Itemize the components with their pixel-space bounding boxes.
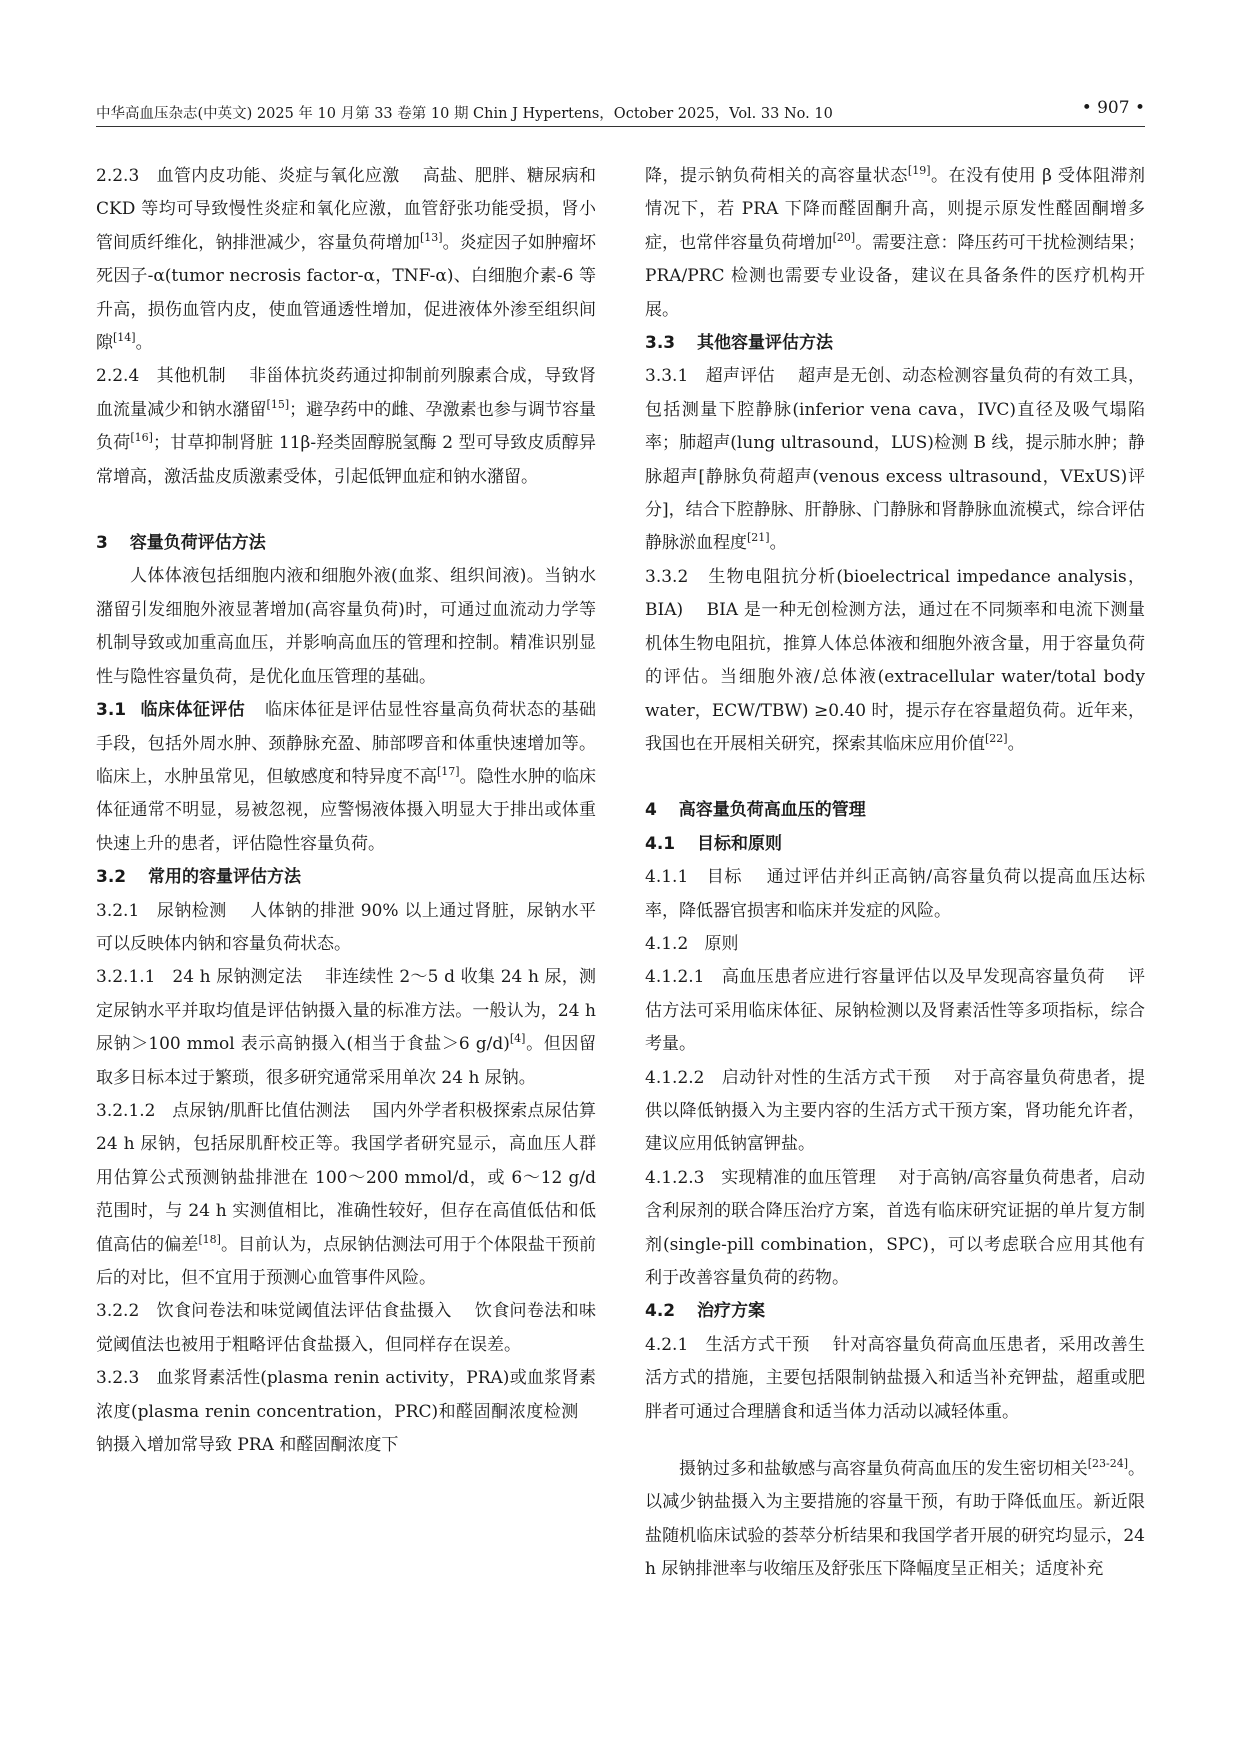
citation: [19] [907, 164, 931, 177]
citation: [21] [747, 531, 770, 545]
section-4-2-heading [645, 1295, 1145, 1328]
section-2-2-3 [96, 160, 596, 360]
section-number: 4 [645, 800, 657, 821]
running-header [96, 96, 1145, 127]
body-text: 饮食问卷法和味觉阈值法也被用于粗略评估食盐摄入，但同样存在误差。 [96, 1301, 597, 1355]
section-title: 其他容量评估方法 [697, 333, 834, 354]
citation: [16] [130, 431, 153, 445]
section-title: 原则 [704, 933, 739, 954]
section-4-2-1 [645, 1329, 1145, 1429]
section-4-1-heading [645, 828, 1145, 861]
citation: [23-24] [1087, 1457, 1128, 1471]
section-number: 3 [96, 533, 108, 554]
section-title: 容量负荷评估方法 [129, 533, 266, 554]
body-text: 高盐、肥胖、糖尿病和 CKD 等均可导致慢性炎症和氧化应激，血管舒张功能受损，肾小管间质纤维化，钠排泄减少，容量负荷增加 [96, 166, 597, 253]
body-text: 对于高容量负荷患者，提供以降低钠摄入为主要内容的生活方式干预方案，肾功能允许者，建议应用低钠富钾盐。 [645, 1067, 1146, 1155]
section-2-2-4 [96, 360, 596, 494]
section-title: 其他机制 [156, 366, 227, 387]
section-title: 目标 [706, 867, 743, 888]
body-text: 评估方法可采用临床体征、尿钠检测以及肾素活性等多项指标，综合考量。 [645, 967, 1145, 1055]
section-number: 4.1.2.1 [645, 967, 705, 988]
section-number: 3.3 [645, 333, 676, 354]
section-title: 24 h 尿钠测定法 [172, 967, 303, 988]
section-3-3-1 [645, 360, 1145, 560]
section-number: 4.2 [645, 1301, 676, 1322]
section-title: 尿钠检测 [156, 900, 227, 921]
right-column [645, 160, 1145, 1587]
body-text: 。但因留取多日标本过于繁琐，很多研究通常采用单次 24 h 尿钠。 [96, 1034, 596, 1088]
section-number: 3.2.1 [96, 900, 140, 921]
section-title: 超声评估 [705, 366, 776, 387]
section-3-2-1 [96, 895, 596, 962]
body-text: 针对高容量负荷高血压患者，采用改善生活方式的措施，主要包括限制钠盐摄入和适当补充钾盐，超重或肥胖者可通过合理膳食和适当体力活动以减轻体重。 [645, 1334, 1146, 1422]
citation: [22] [985, 731, 1008, 745]
section-number: 3.3.1 [645, 366, 689, 387]
citation: [4] [509, 1032, 526, 1046]
page-number: • 907 • [1081, 98, 1145, 118]
section-title: 点尿钠/肌酐比值估测法 [172, 1100, 351, 1121]
body-text: 临床体征是评估显性容量高负荷状态的基础手段，包括外周水肿、颈静脉充盈、肺部啰音和体重快速增加等。临床上，水肿虽常见，但敏感度和特异度不高 [96, 700, 597, 787]
section-3-2-1-1 [96, 961, 596, 1095]
section-title: 启动针对性的生活方式干预 [721, 1067, 931, 1088]
section-title: 生活方式干预 [705, 1334, 810, 1355]
body-text: 。以减少钠盐摄入为主要措施的容量干预，有助于降低血压。新近限盐随机临床试验的荟萃分析结果和我国学者开展的研究均显示，24 h 尿钠排泄率与收缩压及舒张压下降幅度呈正相关；适度补充 [645, 1459, 1146, 1580]
section-title: 高容量负荷高血压的管理 [678, 800, 866, 821]
section-3-2-1-2 [96, 1095, 596, 1295]
body-text: 非甾体抗炎药通过抑制前列腺素合成，导致肾血流量减少和钠水潴留 [96, 366, 597, 420]
body-text: 超声是无创、动态检测容量负荷的有效工具，包括测量下腔静脉(inferior vena cava，IVC)直径及吸气塌陷率；肺超声(lung ultrasound，LUS)检测 B 线，提示肺水肿；静脉超声[静脉负荷超声(venous excess ultrasound，VExUS)评分]，结合下腔静脉、肝静脉、门静脉和肾静脉血流模式，综合评估静脉淤血程度 [645, 366, 1146, 554]
section-title: 血管内皮功能、炎症与氧化应激 [156, 166, 400, 186]
body-text: BIA 是一种无创检测方法，通过在不同频率和电流下测量机体生物电阻抗，推算人体总体液和细胞外液含量，用于容量负荷的评估。当细胞外液/总体液(extracellular water/total body water，ECW/TBW) ≥0.40 时，提示存在容量超负荷。近年来，我国也在开展相关研究，探索其临床应用价值 [645, 600, 1145, 754]
section-title: 血浆肾素活性(plasma renin activity，PRA)或血浆肾素浓度(plasma renin concentration，PRC)和醛固酮浓度检测 [96, 1368, 596, 1422]
section-4-heading [645, 794, 1145, 827]
section-number: 2.2.3 [96, 166, 140, 186]
section-title: 饮食问卷法和味觉阈值法评估食盐摄入 [156, 1301, 452, 1322]
citation: [14] [113, 331, 136, 345]
section-4-1-2 [645, 928, 1145, 961]
section-number: 4.1.2 [645, 933, 689, 954]
section-title: 高血压患者应进行容量评估以及早发现高容量负荷 [721, 967, 1105, 988]
section-4-1-1 [645, 861, 1145, 928]
body-text: 降，提示钠负荷相关的高容量状态 [645, 166, 908, 186]
body-text: 摄钠过多和盐敏感与高容量负荷高血压的发生密切相关 [679, 1459, 1088, 1480]
body-text: 。 [1007, 733, 1025, 754]
paragraph-continued [645, 160, 1145, 327]
body-text: 通过评估并纠正高钠/高容量负荷以提高血压达标率，降低器官损害和临床并发症的风险。 [645, 867, 1146, 921]
section-title: 临床体征评估 [140, 700, 246, 721]
section-title: 生物电阻抗分析(bioelectrical impedance analysis，BIA) [645, 566, 1145, 621]
section-title: 治疗方案 [697, 1301, 766, 1322]
section-3-3-2 [645, 561, 1145, 761]
citation: [18] [198, 1232, 221, 1246]
left-column [96, 160, 596, 1462]
citation: [17] [437, 764, 460, 778]
section-4-1-2-2 [645, 1062, 1145, 1162]
section-3-heading [96, 527, 596, 560]
body-text: ；甘草抑制肾脏 11β-羟类固醇脱氢酶 2 型可导致皮质醇异常增高，激活盐皮质激素受体，引起低钾血症和钠水潴留。 [96, 433, 597, 487]
section-number: 2.2.4 [96, 366, 140, 387]
body-text: ；避孕药中的雌、孕激素也参与调节容量负荷 [96, 399, 597, 454]
section-3-1 [96, 694, 596, 861]
section-number: 3.3.2 [645, 566, 689, 587]
body-text: 钠摄入增加常导致 PRA 和醛固酮浓度下 [96, 1435, 399, 1456]
body-text: 。在没有使用 β 受体阻滞剂情况下，若 PRA 下降而醛固酮升高，则提示原发性醛固酮增多症，也常伴容量负荷增加 [645, 166, 1146, 253]
body-text: 对于高钠/高容量负荷患者，启动含利尿剂的联合降压治疗方案，首选有临床研究证据的单片复方制剂(single-pill combination，SPC)，可以考虑联合应用其他有利于改善容量负荷的药物。 [645, 1167, 1145, 1288]
body-text: 非连续性 2～5 d 收集 24 h 尿，测定尿钠水平并取均值是评估钠摄入量的标准方法。一般认为，24 h 尿钠＞100 mmol 表示高钠摄入(相当于食盐＞6 g/d) [96, 967, 596, 1055]
section-3-2-heading [96, 861, 596, 894]
section-number: 4.1 [645, 833, 676, 854]
section-title: 目标和原则 [697, 833, 783, 854]
section-title: 实现精准的血压管理 [721, 1167, 877, 1188]
body-text: 。隐性水肿的临床体征通常不明显，易被忽视，应警惕液体摄入明显大于排出或体重快速上升的患者，评估隐性容量负荷。 [96, 766, 597, 854]
section-number: 3.2 [96, 867, 127, 888]
body-text: 。炎症因子如肿瘤坏死因子-α(tumor necrosis factor-α，TNF-α)、白细胞介素-6 等升高，损伤血管内皮，使血管通透性增加，促进液体外渗至组织间隙 [96, 232, 597, 354]
body-text: 。 [135, 333, 153, 354]
body-text: 。需要注意：降压药可干扰检测结果；PRA/PRC 检测也需要专业设备，建议在具备条件的医疗机构开展。 [645, 232, 1146, 320]
section-number: 3.2.2 [96, 1301, 140, 1322]
paragraph [645, 1453, 1145, 1587]
citation: [13] [419, 230, 443, 244]
body-text: 。 [769, 533, 787, 554]
citation: [15] [266, 397, 290, 411]
body-text: 。目前认为，点尿钠估测法可用于个体限盐干预前后的对比，但不宜用于预测心血管事件风险。 [96, 1234, 597, 1288]
citation: [20] [832, 230, 856, 244]
section-number: 3.2.1.2 [96, 1100, 156, 1121]
section-number: 3.2.1.1 [96, 967, 156, 988]
section-3-3-heading [645, 327, 1145, 360]
section-number: 4.2.1 [645, 1334, 689, 1355]
journal-citation: 中华高血压杂志(中英文) 2025 年 10 月第 33 卷第 10 期 Chin J Hypertens，October 2025，Vol. 33 No. 10 [96, 106, 833, 122]
section-number: 3.2.3 [96, 1368, 140, 1389]
section-4-1-2-3 [645, 1162, 1145, 1296]
section-3-2-3 [96, 1362, 596, 1462]
paragraph: 人体体液包括细胞内液和细胞外液(血浆、组织间液)。当钠水潴留引发细胞外液显著增加(高容量负荷)时，可通过血流动力学等机制导致或加重高血压，并影响高血压的管理和控制。精准识别显性与隐性容量负荷，是优化血压管理的基础。 [96, 566, 596, 687]
section-title: 常用的容量评估方法 [148, 867, 302, 888]
section-number: 4.1.2.3 [645, 1167, 705, 1188]
section-3-2-2 [96, 1295, 596, 1362]
section-number: 4.1.1 [645, 867, 689, 888]
section-number: 3.1 [96, 700, 127, 721]
section-4-1-2-1 [645, 961, 1145, 1061]
body-text: 人体钠的排泄 90% 以上通过肾脏，尿钠水平可以反映体内钠和容量负荷状态。 [96, 900, 597, 954]
section-number: 4.1.2.2 [645, 1067, 705, 1088]
body-text: 国内外学者积极探索点尿估算 24 h 尿钠，包括尿肌酐校正等。我国学者研究显示，高血压人群用估算公式预测钠盐排泄在 100～200 mmol/d，或 6～12 g/d 范围时，与 24 h 实测值相比，准确性较好，但存在高值低估和低值高估的偏差 [96, 1100, 596, 1255]
